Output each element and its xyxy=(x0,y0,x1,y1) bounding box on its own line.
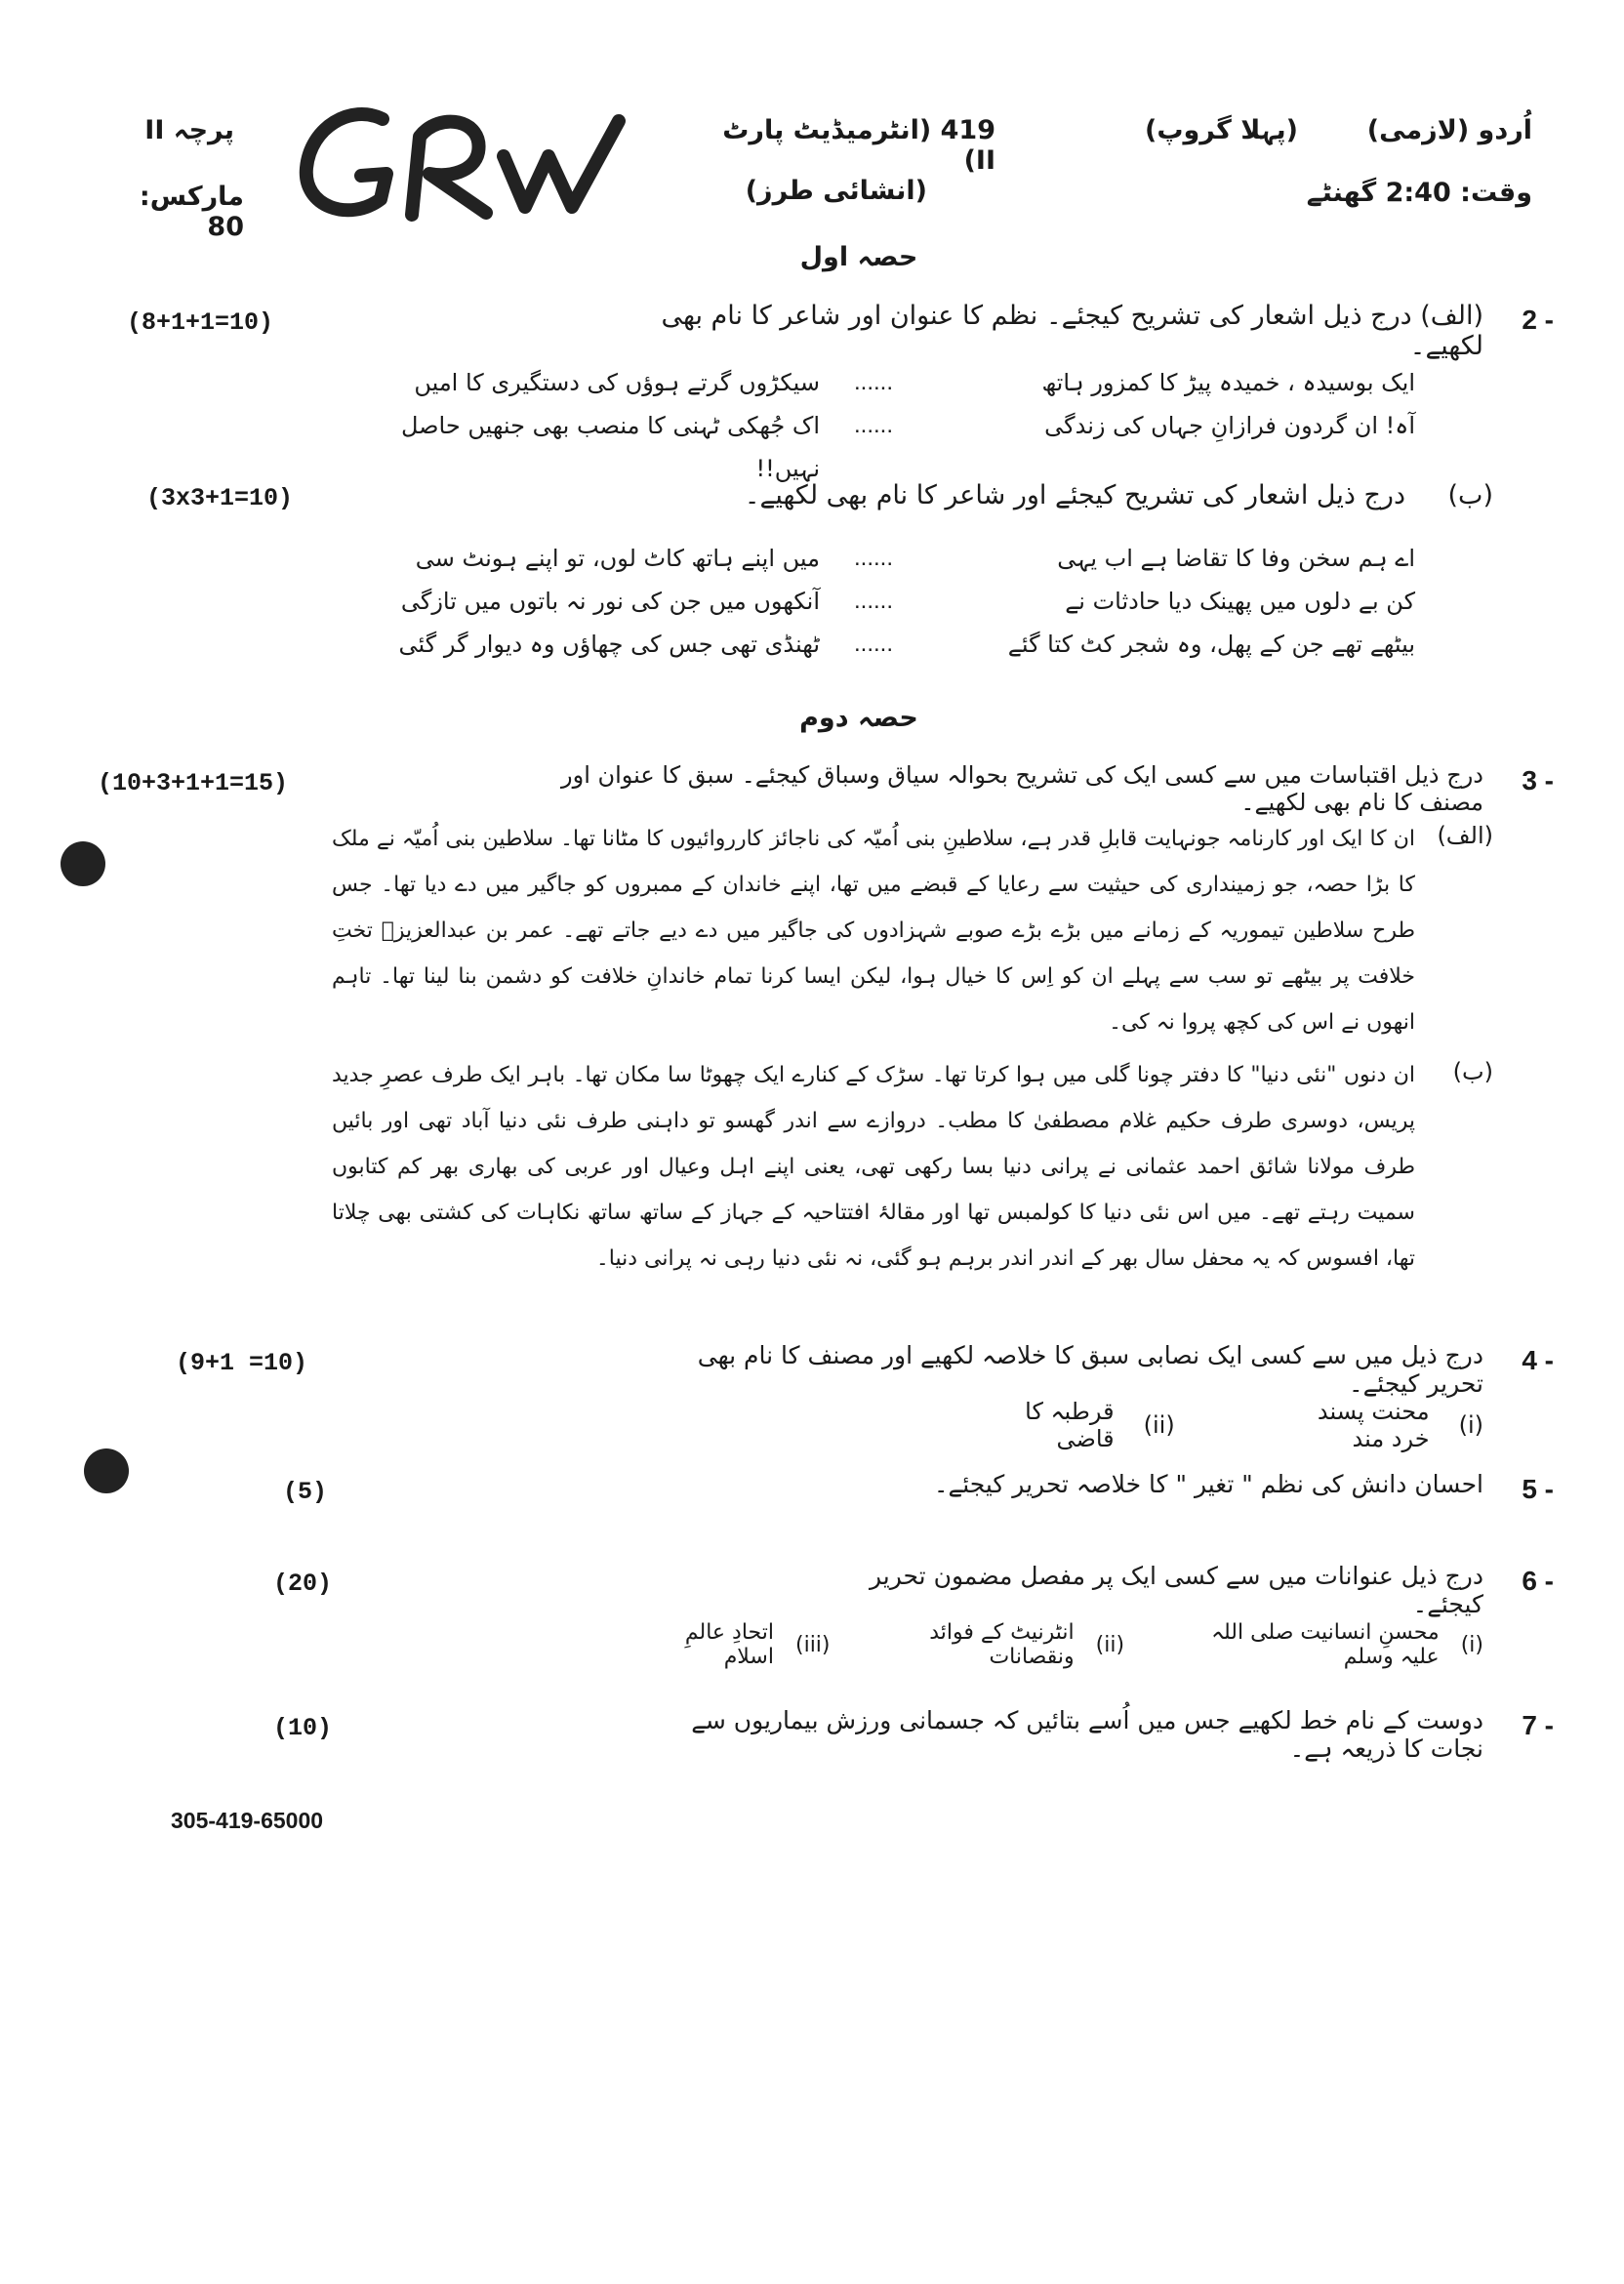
q3b-label: (ب) xyxy=(1452,1058,1493,1085)
q6-text: درج ذیل عنوانات میں سے کسی ایک پر مفصل مضمون تحریر کیجئے۔ xyxy=(870,1562,1483,1618)
section1-title: حصہ اول xyxy=(799,242,918,272)
q4-text: درج ذیل میں سے کسی ایک نصابی سبق کا خلاصہ لکھیے اور مصنف کا نام بھی تحریر کیجئے۔ xyxy=(697,1341,1483,1398)
q2b-text: درج ذیل اشعار کی تشریح کیجئے اور شاعر کا نام بھی لکھیے۔ xyxy=(744,480,1405,510)
q2-number: 2 - xyxy=(1522,305,1554,335)
option-label: (ii) xyxy=(1143,1411,1175,1439)
grw-logo xyxy=(293,98,629,224)
option-label: (ii) xyxy=(1095,1632,1125,1657)
option-text: اتحادِ عالمِ اسلام xyxy=(684,1620,774,1669)
verse-line: اک جُھکی ٹہنی کا منصب بھی جنھیں حاصل نہیں!! ...... آہ! ان گردون فرازانِ جہاں کی زندگی xyxy=(400,412,1415,482)
q4-marks: (9+1 =10) xyxy=(176,1349,308,1377)
q2a-text: (الف) درج ذیل اشعار کی تشریح کیجئے۔ نظم کا عنوان اور شاعر کا نام بھی لکھیے۔ xyxy=(661,301,1483,361)
q2b-verses xyxy=(332,537,1415,666)
q3b-passage: ان دنوں "نئی دنیا" کا دفتر چونا گلی میں ہوا کرتا تھا۔ سڑک کے کنارے ایک چھوٹا سا مکان تھا۔ باہر ایک طرف عصرِ جدید پریس، دوسری طرف حکیم غلام مصطفیٰ کا مطب۔ دروازے سے اندر گھسو تو داہنی طرف نئی دنیا آباد تھی اور بائیں طرف مولانا شائق احمد عثمانی نے پرانی دنیا بسا رکھی تھی، یعنی اپنے اہل وعیال اور عربی کی بھاری بھر کم کتابوں سمیت رہتے تھے۔ میں اس نئی دنیا کا کولمبس تھا اور مقالۂ افتتاحیہ کے جہاز کے ساتھ ساتھ نکاہات کی کشتی بھی چلاتا تھا، افسوس کہ یہ محفل سال بھر کے اندر اندر برہم ہو گئی، نہ نئی دنیا رہی نہ پرانی دنیا۔ xyxy=(332,1063,1415,1271)
option-text: محنت پسند خرد مند xyxy=(1317,1398,1430,1452)
paper-style: (انشائی طرز) xyxy=(745,176,927,206)
paper-label: پرچہ II xyxy=(144,115,234,145)
q4-options xyxy=(995,1398,1483,1452)
option-label: (i) xyxy=(1458,1411,1483,1439)
time-label: وقت: 2:40 گھنٹے xyxy=(1306,178,1532,208)
q7-marks: (10) xyxy=(273,1714,333,1742)
q4-number: 4 - xyxy=(1522,1345,1554,1375)
q7-text: دوست کے نام خط لکھیے جس میں اُسے بتائیں کہ جسمانی ورزش بیماریوں سے نجات کا ذریعہ ہے۔ xyxy=(691,1706,1483,1763)
q3a-passage: ان کا ایک اور کارنامہ جونہایت قابلِ قدر ہے، سلاطینِ بنی اُمیّہ کی ناجائز کارروائیوں کا مٹانا تھا۔ سلاطین بنی اُمیّہ نے ملک کا بڑا حصہ، جو زمینداری کی حیثیت سے رعایا کے قبضے میں تھا، اپنے خاندان کے ممبروں کو جاگیر میں دے دیا تھا۔ جس طرح سلاطین تیموریہ کے زمانے میں بڑے بڑے صوبے شہزادوں کی جاگیر میں دے دیے جاتے تھے۔ عمر بن عبدالعزیزؒ تختِ خلافت پر بیٹھے تو سب سے پہلے ان کو اِس کا خیال ہوا، لیکن ایسا کرنا تمام خاندانِ خلافت کو دشمن بنا لینا تھا۔ تاہم انھوں نے اس کی کچھ پروا نہ کی۔ xyxy=(332,827,1415,1035)
verse-line: میں اپنے ہاتھ کاٹ لوں، تو اپنے ہونٹ سی ...... اے ہم سخن وفا کا تقاضا ہے اب یہی xyxy=(415,545,1415,572)
q5-marks: (5) xyxy=(283,1478,328,1506)
q6-marks: (20) xyxy=(273,1570,333,1598)
q3-marks: (10+3+1+1=15) xyxy=(98,769,289,797)
exam-code: 419 (انٹرمیڈیٹ پارٹ II) xyxy=(722,115,995,176)
option-text: قرطبہ کا قاضی xyxy=(1025,1398,1115,1452)
group-label: (پہلا گروپ) xyxy=(1145,115,1298,145)
q3a-label: (الف) xyxy=(1437,822,1493,849)
q7-number: 7 - xyxy=(1522,1710,1554,1740)
section2-title: حصہ دوم xyxy=(799,703,918,733)
q6-number: 6 - xyxy=(1522,1566,1554,1596)
q5-text: احسان دانش کی نظم " تغیر " کا خلاصہ تحریر کیجئے۔ xyxy=(933,1470,1483,1498)
footer-code: 305-419-65000 xyxy=(171,1808,324,1833)
q2b-label: (ب) xyxy=(1447,480,1493,510)
verse-line: ٹھنڈی تھی جس کی چھاؤں وہ دیوار گر گئی ...... بیٹھے تھے جن کے پھل، وہ شجر کٹ کتا گئے xyxy=(398,631,1415,658)
verse-line: آنکھوں میں جن کی نور نہ باتوں میں تازگی ...... کن بے دلوں میں پھینک دیا حادثات نے xyxy=(400,588,1415,615)
q6-options xyxy=(664,1620,1483,1669)
verse-line: سیکڑوں گرتے ہوؤں کی دستگیری کا امیں ...... ایک بوسیدہ ، خمیدہ پیڑ کا کمزور ہاتھ xyxy=(414,369,1415,396)
q3-number: 3 - xyxy=(1522,765,1554,795)
option-label: (iii) xyxy=(794,1632,831,1657)
q2a-verses xyxy=(332,361,1415,482)
option-label: (i) xyxy=(1460,1632,1483,1657)
option-text: انٹرنیٹ کے فوائد ونقصانات xyxy=(929,1620,1075,1669)
punch-hole xyxy=(61,841,105,886)
option-text: محسنِ انسانیت صلی اللہ علیہ وسلم xyxy=(1211,1620,1440,1669)
q3-text: درج ذیل اقتباسات میں سے کسی ایک کی تشریح بحوالہ سیاق وسباق کیجئے۔ سبق کا عنوان اور مصنف کا نام بھی لکھیے۔ xyxy=(561,761,1483,816)
q2b-marks: (3x3+1=10) xyxy=(146,484,294,512)
subject-label: اُردو (لازمی) xyxy=(1366,115,1532,145)
punch-hole xyxy=(84,1448,129,1493)
marks-label: مارکس: 80 xyxy=(139,182,244,242)
q2a-marks: (8+1+1=10) xyxy=(127,308,274,337)
q5-number: 5 - xyxy=(1522,1474,1554,1504)
